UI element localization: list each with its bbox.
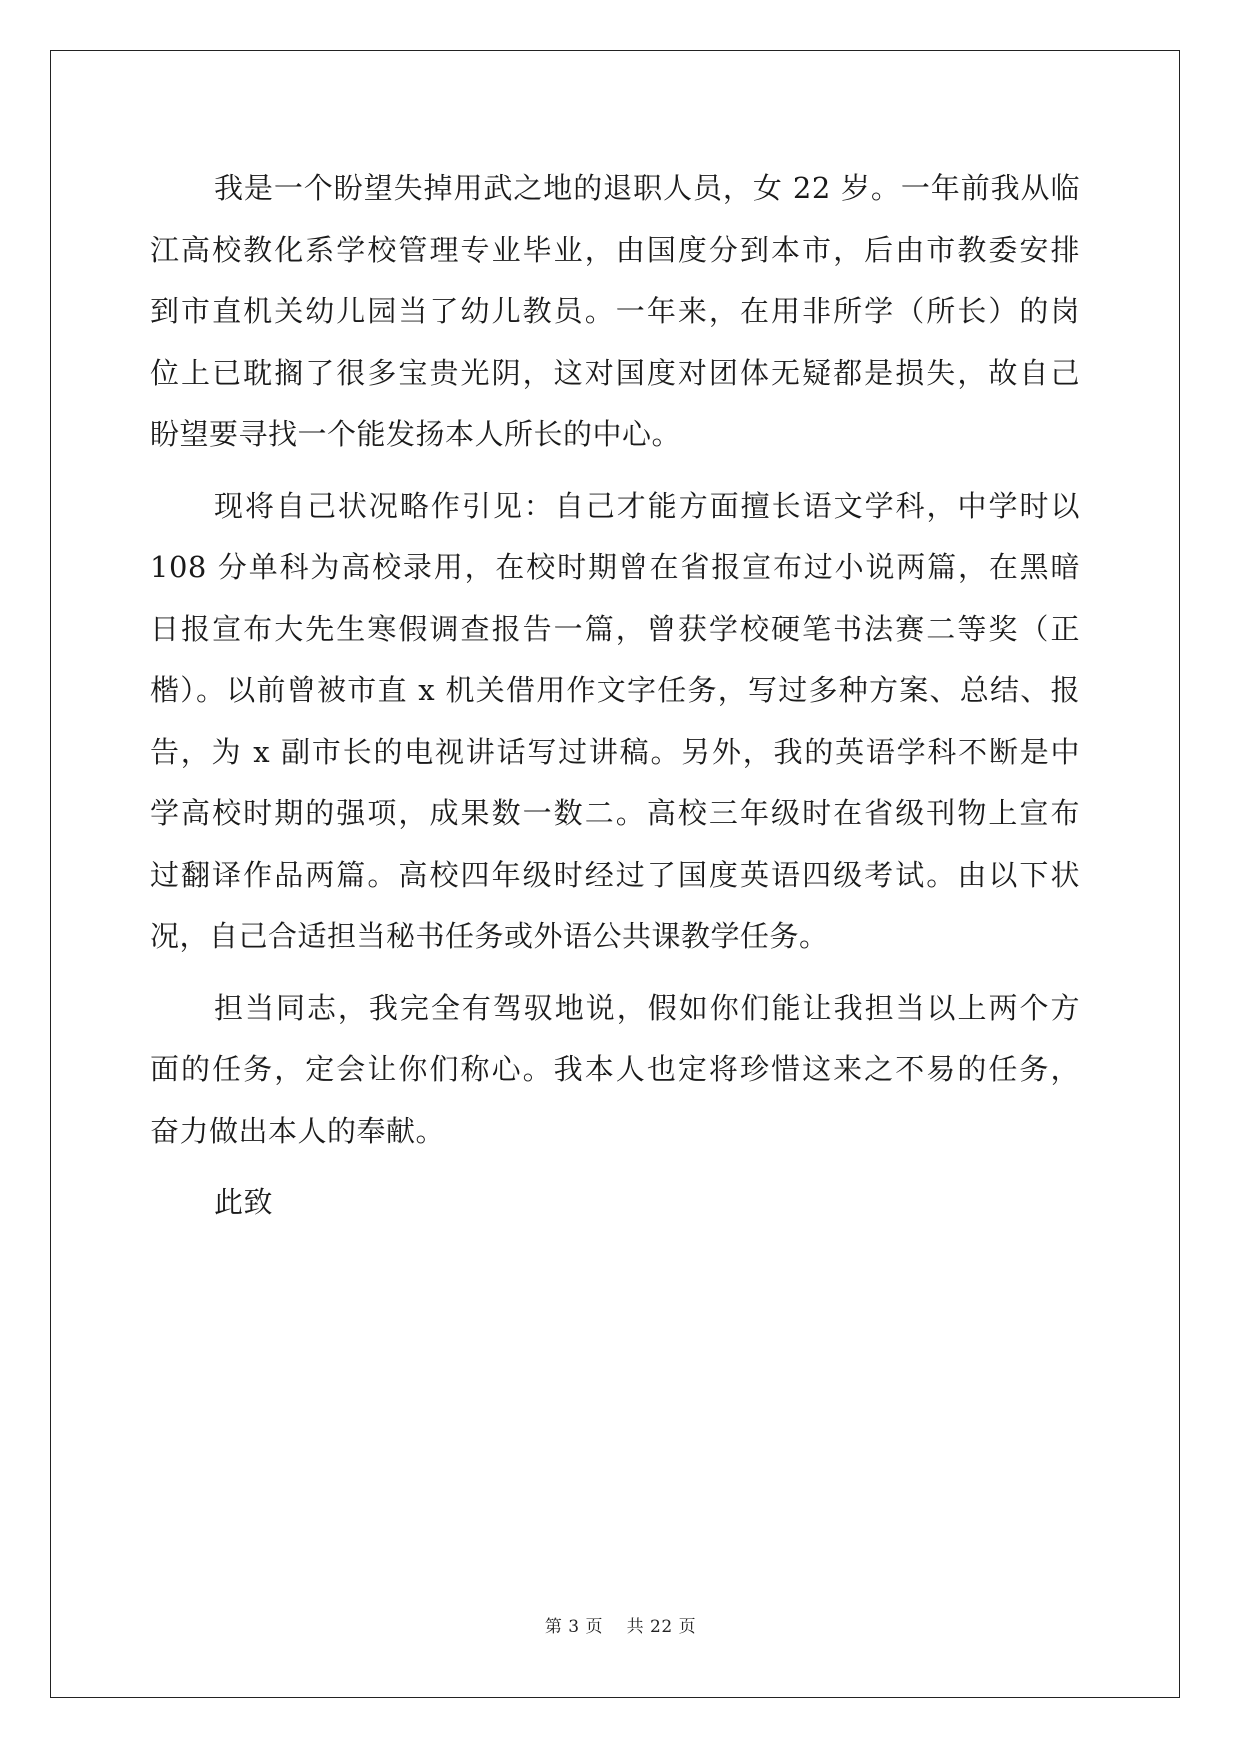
text-line: 我是一个盼望失掉用武之地的退职人员，女 22 岁。一年前我从临 xyxy=(214,171,1080,205)
text-line: 学高校时期的强项，成果数一数二。高校三年级时在省级刊物上宣布 xyxy=(150,796,1080,830)
text-line: 江高校教化系学校管理专业毕业，由国度分到本市，后由市教委安排 xyxy=(150,232,1080,267)
text-line: 楷）。以前曾被市直 x 机关借用作文字任务，写过多种方案、总结、报 xyxy=(150,673,1080,707)
document-body xyxy=(150,158,1080,1234)
text-line: 况，自己合适担当秘书任务或外语公共课教学任务。 xyxy=(150,919,829,953)
text-line: 担当同志，我完全有驾驭地说，假如你们能让我担当以上两个方 xyxy=(214,990,1080,1025)
text-line: 过翻译作品两篇。高校四年级时经过了国度英语四级考试。由以下状 xyxy=(150,857,1080,892)
text-line: 奋力做出本人的奉献。 xyxy=(150,1113,446,1148)
text-line: 日报宣布大先生寒假调查报告一篇，曾获学校硬笔书法赛二等奖（正 xyxy=(150,611,1080,646)
page-number: 第 3 页 xyxy=(544,1617,604,1637)
page-footer xyxy=(0,1612,1241,1637)
text-line: 108 分单科为高校录用，在校时期曾在省报宣布过小说两篇，在黑暗 xyxy=(150,550,1080,584)
text-line: 到市直机关幼儿园当了幼儿教员。一年来，在用非所学（所长）的岗 xyxy=(150,294,1080,328)
text-line: 盼望要寻找一个能发扬本人所长的中心。 xyxy=(150,417,682,451)
text-line: 面的任务，定会让你们称心。我本人也定将珍惜这来之不易的任务， xyxy=(150,1052,1080,1086)
text-line: 现将自己状况略作引见：自己才能方面擅长语文学科，中学时以 xyxy=(214,488,1080,523)
text-line: 告，为 x 副市长的电视讲话写过讲稿。另外，我的英语学科不断是中 xyxy=(150,734,1080,769)
closing-line: 此致 xyxy=(214,1185,274,1219)
page-total: 共 22 页 xyxy=(626,1617,697,1637)
text-line: 位上已耽搁了很多宝贵光阴，这对国度对团体无疑都是损失，故自己 xyxy=(150,355,1080,390)
